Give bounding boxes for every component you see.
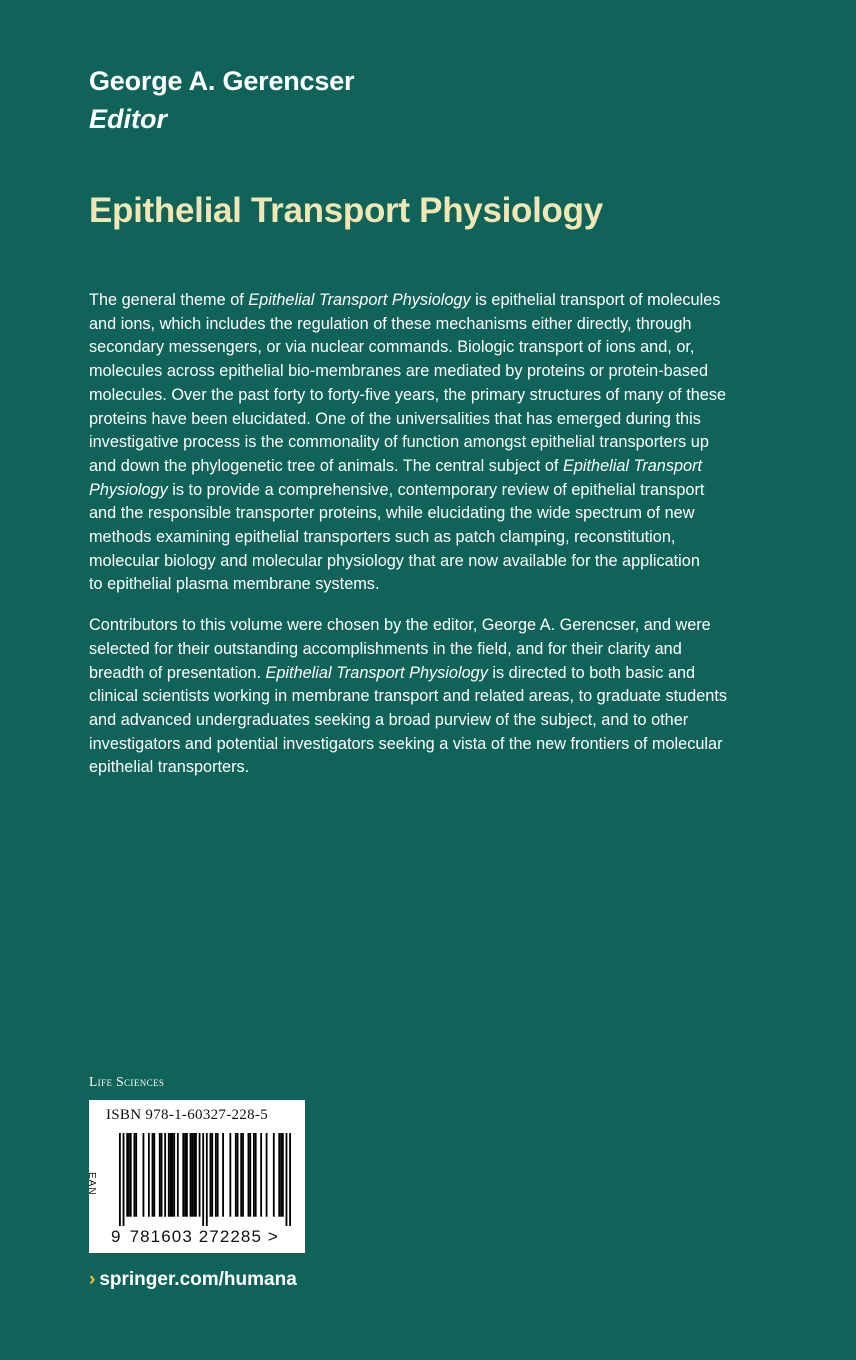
blurb-text: selected for their outstanding accomplishments in the field, and for their clarity and xyxy=(89,639,682,658)
book-title: Epithelial Transport Physiology xyxy=(89,191,603,230)
chevron-right-icon: › xyxy=(89,1269,96,1290)
blurb-text: clinical scientists working in membrane transport and related areas, to graduate students xyxy=(89,687,728,706)
barcode-bars xyxy=(119,1133,291,1226)
blurb-line xyxy=(89,573,789,597)
barcode-bar xyxy=(152,1133,154,1217)
barcode-bar xyxy=(191,1133,193,1217)
blurb-line xyxy=(89,408,789,432)
barcode-bar xyxy=(240,1133,242,1217)
barcode-bar xyxy=(266,1133,268,1217)
blurb-line xyxy=(89,289,789,313)
barcode-bar xyxy=(148,1133,150,1217)
isbn-number: ISBN 978-1-60327-228-5 xyxy=(106,1107,269,1123)
barcode-bar xyxy=(242,1133,244,1217)
blurb-text: proteins have been elucidated. One of the universalities that has emerged during this xyxy=(89,409,701,428)
blurb-line xyxy=(89,614,789,638)
barcode-bar xyxy=(199,1133,201,1217)
book-title-reference: Epithelial Transport Physiology xyxy=(265,663,488,682)
barcode-bar xyxy=(193,1133,195,1217)
barcode-bar xyxy=(186,1133,188,1217)
barcode-bar xyxy=(168,1133,170,1217)
barcode-bar xyxy=(195,1133,197,1217)
barcode-bar xyxy=(143,1133,145,1217)
blurb-text: The general theme of xyxy=(89,291,249,309)
barcode-bar xyxy=(215,1133,217,1217)
editor-block xyxy=(89,62,354,138)
barcode-bar xyxy=(182,1133,184,1217)
barcode-bar xyxy=(126,1133,128,1217)
barcode-bar xyxy=(184,1133,186,1217)
barcode-bar xyxy=(217,1133,219,1217)
publisher-url: springer.com/humana xyxy=(99,1269,297,1290)
blurb xyxy=(89,289,789,797)
blurb-text: molecules across epithelial bio-membranes are mediated by proteins or protein-based xyxy=(89,362,709,381)
ean-digit-groups: 781603 272285 xyxy=(129,1227,263,1246)
blurb-text: and the responsible transporter proteins, while elucidating the wide spectrum of new xyxy=(89,504,695,523)
blurb-text: Contributors to this volume were chosen by the editor, George A. Gerencser, and were xyxy=(89,616,711,635)
editor-name: George A. Gerencser xyxy=(89,66,355,96)
barcode-bar xyxy=(170,1133,172,1217)
blurb-line xyxy=(89,662,789,686)
blurb-line xyxy=(89,638,789,662)
barcode-bar xyxy=(248,1133,250,1217)
barcode-bar xyxy=(237,1133,239,1217)
barcode-bar xyxy=(282,1133,284,1217)
blurb-text: and advanced undergraduates seeking a broad purview of the subject, and to other xyxy=(89,710,689,729)
blurb-line xyxy=(89,336,789,360)
barcode-bar xyxy=(278,1133,280,1217)
ean-first-digit: 9 xyxy=(111,1227,122,1246)
ean-digits xyxy=(111,1227,279,1247)
blurb-text: is to provide a comprehensive, contemporary review of epithelial transport xyxy=(167,480,705,499)
blurb-line xyxy=(89,526,789,550)
blurb-text: breadth of presentation. xyxy=(89,663,266,682)
blurb-text: and ions, which includes the regulation of these mechanisms either directly, through xyxy=(89,314,692,333)
blurb-text: is epithelial transport of molecules xyxy=(470,291,721,309)
book-title-reference: Physiology xyxy=(89,480,168,499)
barcode-bar xyxy=(190,1133,192,1217)
book-title-reference: Epithelial Transport Physiology xyxy=(248,291,471,309)
barcode-bar xyxy=(206,1133,208,1226)
barcode-bar xyxy=(173,1133,175,1217)
barcode-bar xyxy=(119,1133,121,1226)
blurb-text: molecules. Over the past forty to forty-five years, the primary structures of many of these xyxy=(89,385,727,404)
barcode-bar xyxy=(249,1133,251,1217)
blurb-text: and down the phylogenetic tree of animals. The central subject of xyxy=(89,456,563,475)
barcode-bar xyxy=(253,1133,255,1217)
barcode-bar xyxy=(123,1133,125,1226)
barcode-bar xyxy=(273,1133,275,1217)
barcode-bar xyxy=(280,1133,282,1217)
blurb-line xyxy=(89,685,789,709)
blurb-paragraph-2 xyxy=(89,614,789,780)
book-title-reference: Epithelial Transport xyxy=(562,456,703,475)
blurb-text: is directed to both basic and xyxy=(487,663,696,682)
barcode-bar xyxy=(161,1133,163,1217)
blurb-paragraph-1 xyxy=(89,289,789,597)
blurb-line xyxy=(89,756,789,780)
barcode-bar xyxy=(202,1133,204,1226)
barcode-bar xyxy=(135,1133,137,1217)
barcode-bar xyxy=(229,1133,231,1217)
blurb-text: secondary messengers, or via nuclear commands. Biologic transport of ions and, or, xyxy=(89,338,695,357)
blurb-text: methods examining epithelial transporters such as patch clamping, reconstitution, xyxy=(89,528,676,547)
barcode-bar xyxy=(164,1133,166,1217)
blurb-line xyxy=(89,550,789,574)
blurb-text: epithelial transporters. xyxy=(89,758,250,777)
barcode-bar xyxy=(255,1133,257,1217)
barcode-bar xyxy=(159,1133,161,1217)
barcode-bar xyxy=(153,1133,155,1217)
editor-role: Editor xyxy=(89,104,167,134)
blurb-line xyxy=(89,431,789,455)
series-label: Life Sciences xyxy=(89,1074,165,1089)
blurb-line xyxy=(89,384,789,408)
isbn-barcode xyxy=(86,1100,305,1253)
barcode-bar xyxy=(289,1133,291,1226)
blurb-line xyxy=(89,313,789,337)
barcode-bar xyxy=(211,1133,213,1217)
barcode-bar xyxy=(235,1133,237,1217)
ean-label: EAN xyxy=(86,1172,97,1196)
blurb-line xyxy=(89,733,789,757)
barcode-bar xyxy=(172,1133,174,1217)
blurb-line xyxy=(89,360,789,384)
barcode-bar xyxy=(260,1133,262,1217)
barcode-bar xyxy=(128,1133,130,1217)
blurb-text: investigative process is the commonality of function amongst epithelial transporters up xyxy=(89,433,709,452)
blurb-text: molecular biology and molecular physiology that are now available for the application xyxy=(89,551,700,570)
ean-quiet-mark: > xyxy=(267,1227,279,1246)
barcode-bar xyxy=(177,1133,179,1217)
barcode-bar xyxy=(222,1133,224,1217)
blurb-text: to epithelial plasma membrane systems. xyxy=(89,575,380,594)
barcode-bar xyxy=(130,1133,132,1217)
blurb-text: investigators and potential investigators seeking a vista of the new frontiers of molecular xyxy=(89,734,723,753)
blurb-line xyxy=(89,479,789,503)
blurb-line xyxy=(89,709,789,733)
barcode-bar xyxy=(286,1133,288,1226)
publisher-link[interactable] xyxy=(89,1269,297,1291)
barcode-bar xyxy=(210,1133,212,1217)
blurb-line xyxy=(89,455,789,479)
blurb-line xyxy=(89,502,789,526)
barcode-bar xyxy=(133,1133,135,1217)
